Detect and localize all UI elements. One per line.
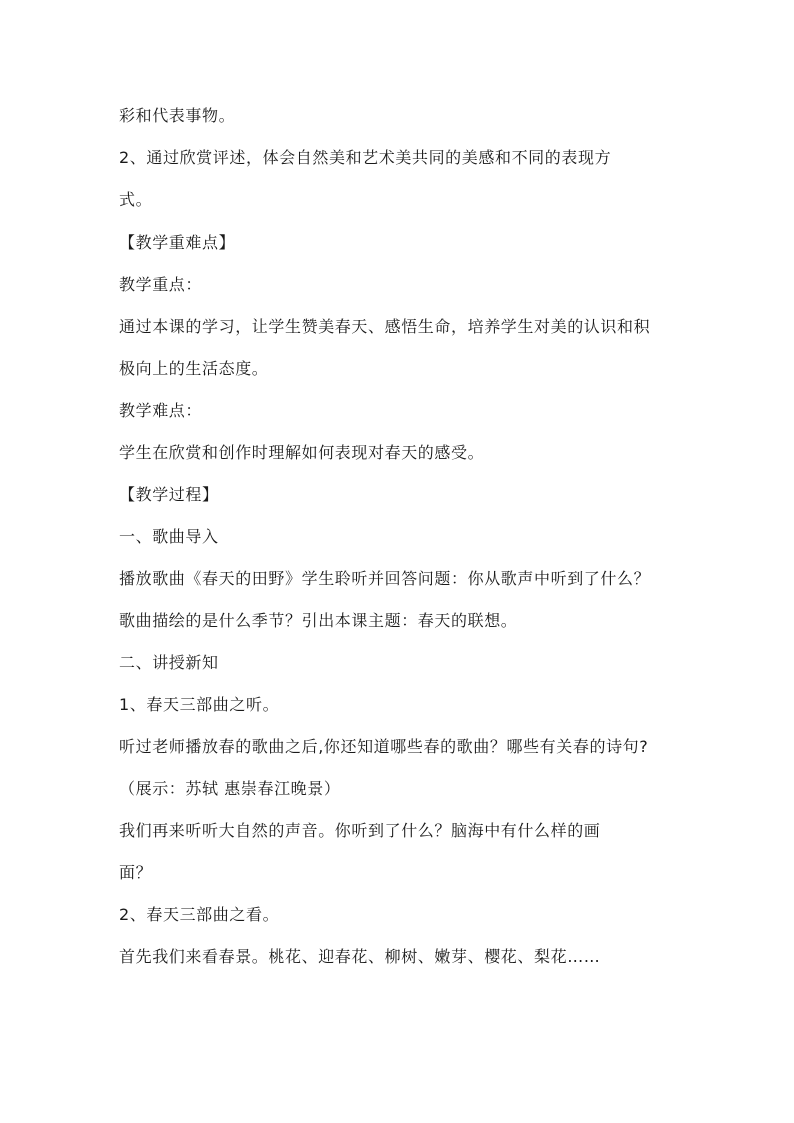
text-line: 极向上的生活态度。: [119, 359, 269, 378]
text-line: 教学难点：: [119, 401, 203, 420]
section-heading: 【教学过程】: [119, 485, 219, 504]
text-line: 我们再来听听大自然的声音。你听到了什么？脑海中有什么样的画: [119, 821, 601, 840]
text-line: 播放歌曲《春天的田野》学生聆听并回答问题：你从歌声中听到了什么？: [119, 569, 651, 588]
text-line: （展示：苏轼 惠崇春江晚景）: [119, 779, 341, 798]
text-line: 2、通过欣赏评述，体会自然美和艺术美共同的美感和不同的表现方: [119, 148, 612, 167]
text-line: 学生在欣赏和创作时理解如何表现对春天的感受。: [119, 443, 485, 462]
text-line: 教学重点：: [119, 275, 203, 294]
text-line: 彩和代表事物。: [119, 106, 236, 125]
section-heading: 【教学重难点】: [119, 233, 236, 252]
text-line: 2、春天三部曲之看。: [119, 905, 280, 924]
text-line: 式。: [119, 190, 153, 209]
text-line: 通过本课的学习，让学生赞美春天、感悟生命，培养学生对美的认识和积: [119, 317, 651, 336]
text-line: 面？: [119, 863, 153, 882]
text-line: 听过老师播放春的歌曲之后,你还知道哪些春的歌曲？哪些有关春的诗句?: [119, 737, 649, 756]
text-line: 1、春天三部曲之听。: [119, 695, 280, 714]
text-line: 二、讲授新知: [119, 653, 219, 672]
text-line: 歌曲描绘的是什么季节？引出本课主题：春天的联想。: [119, 611, 518, 630]
text-line: 首先我们来看春景。桃花、迎春花、柳树、嫩芽、樱花、梨花……: [119, 947, 601, 966]
text-line: 一、歌曲导入: [119, 527, 219, 546]
